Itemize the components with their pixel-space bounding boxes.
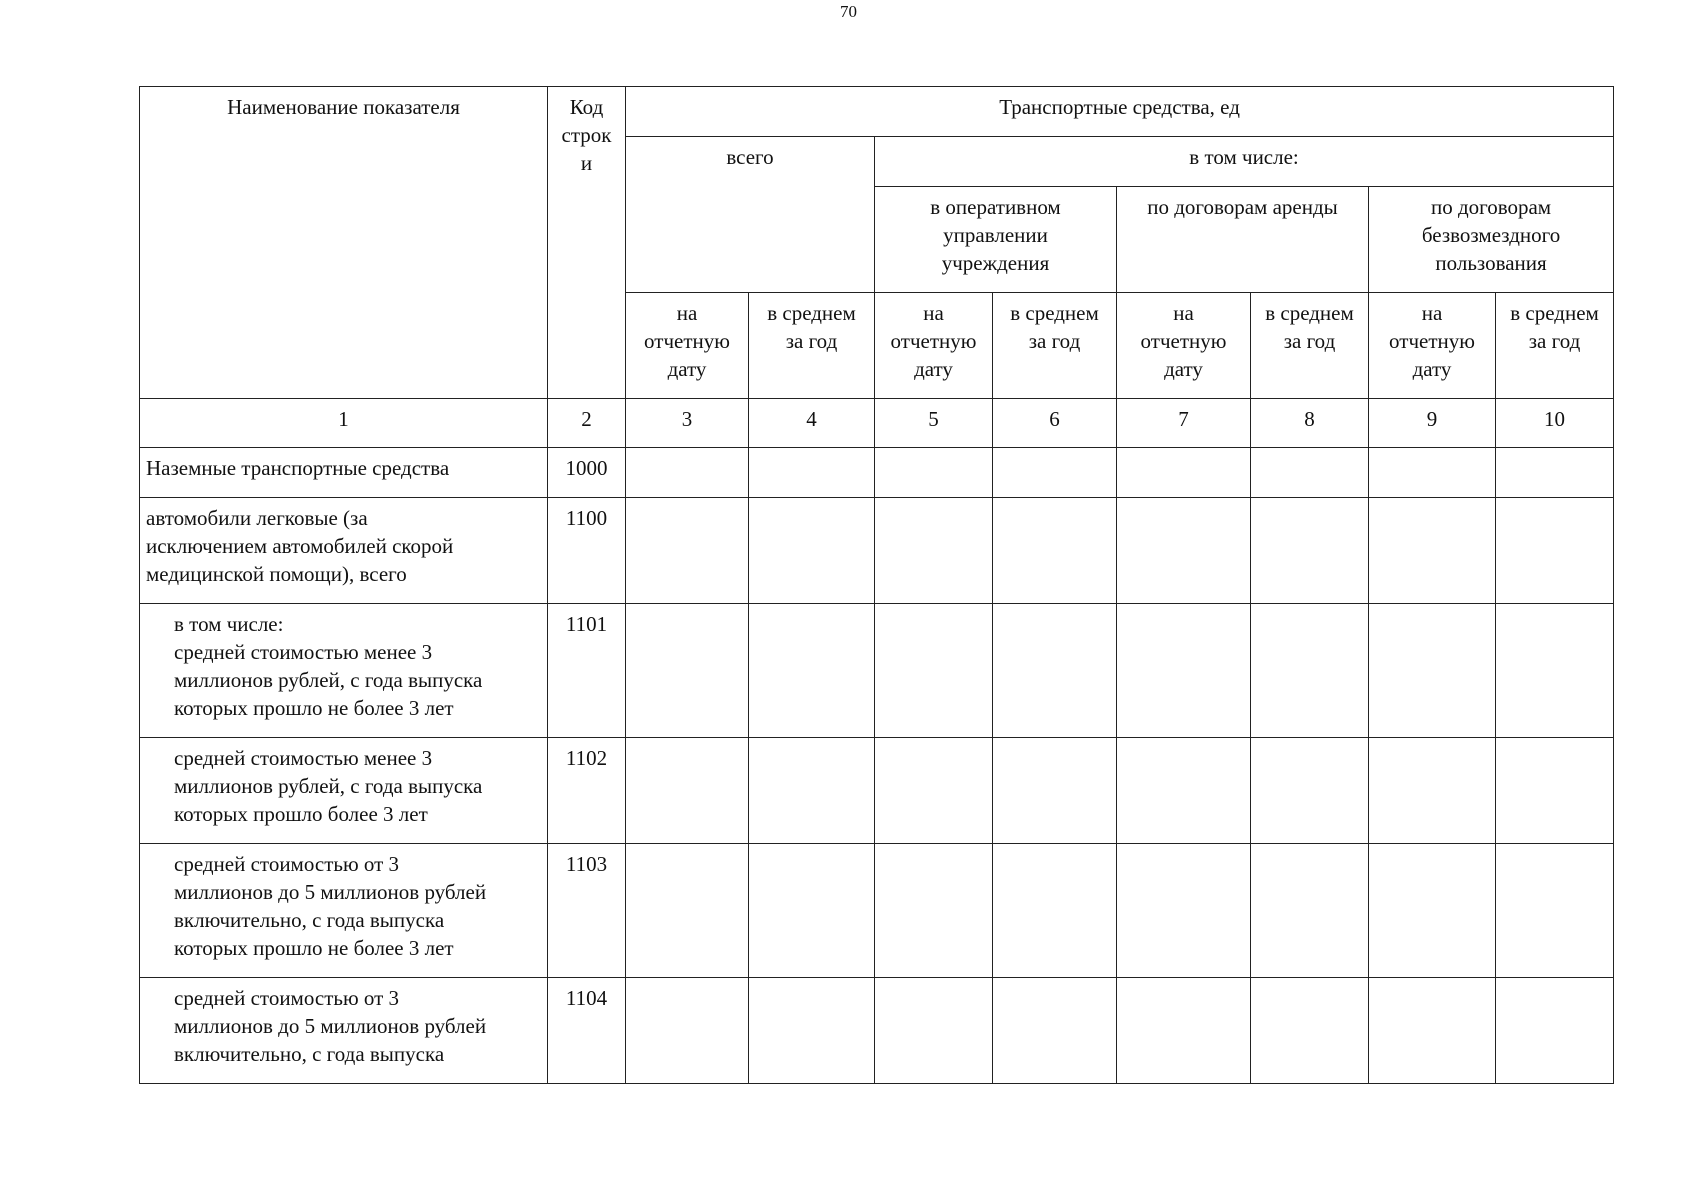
- value-cell[interactable]: [1117, 604, 1251, 738]
- value-cell[interactable]: [1369, 738, 1496, 844]
- row-label: средней стоимостью от 3 миллионов до 5 миллионов рублей включительно, с года выпуска: [140, 978, 548, 1084]
- value-cell[interactable]: [1251, 448, 1369, 498]
- value-cell[interactable]: [993, 978, 1117, 1084]
- header-row-1: [140, 87, 1614, 137]
- header-total: всего: [626, 137, 875, 293]
- column-number: 9: [1369, 399, 1496, 448]
- value-cell[interactable]: [1251, 498, 1369, 604]
- value-cell[interactable]: [993, 498, 1117, 604]
- value-cell[interactable]: [993, 448, 1117, 498]
- header-lease-at-date: на отчетную дату: [1117, 293, 1251, 399]
- value-cell[interactable]: [993, 844, 1117, 978]
- value-cell[interactable]: [1369, 448, 1496, 498]
- value-cell[interactable]: [1117, 844, 1251, 978]
- header-indicator-name: Наименование показателя: [140, 87, 548, 399]
- table-row: [140, 604, 1614, 738]
- column-numbers-row: [140, 399, 1614, 448]
- value-cell[interactable]: [1251, 978, 1369, 1084]
- value-cell[interactable]: [1496, 448, 1614, 498]
- value-cell[interactable]: [1496, 844, 1614, 978]
- row-code: 1101: [548, 604, 626, 738]
- header-operational-average: в среднем за год: [993, 293, 1117, 399]
- value-cell[interactable]: [1251, 738, 1369, 844]
- row-code: 1103: [548, 844, 626, 978]
- header-operational-management: в оперативном управлении учреждения: [875, 187, 1117, 293]
- value-cell[interactable]: [993, 738, 1117, 844]
- header-free-use-average: в среднем за год: [1496, 293, 1614, 399]
- value-cell[interactable]: [1369, 498, 1496, 604]
- value-cell[interactable]: [749, 448, 875, 498]
- column-number: 10: [1496, 399, 1614, 448]
- header-operational-at-date: на отчетную дату: [875, 293, 993, 399]
- value-cell[interactable]: [626, 448, 749, 498]
- column-number: 5: [875, 399, 993, 448]
- value-cell[interactable]: [626, 844, 749, 978]
- column-number: 3: [626, 399, 749, 448]
- column-number: 8: [1251, 399, 1369, 448]
- row-label: автомобили легковые (за исключением автомобилей скорой медицинской помощи), всего: [140, 498, 548, 604]
- column-number: 1: [140, 399, 548, 448]
- header-lease-agreements: по договорам аренды: [1117, 187, 1369, 293]
- table-row: [140, 498, 1614, 604]
- value-cell[interactable]: [626, 978, 749, 1084]
- value-cell[interactable]: [1496, 604, 1614, 738]
- value-cell[interactable]: [1369, 844, 1496, 978]
- table-row: [140, 738, 1614, 844]
- value-cell[interactable]: [1369, 604, 1496, 738]
- page-number: 70: [840, 2, 857, 21]
- value-cell[interactable]: [1117, 448, 1251, 498]
- row-label: Наземные транспортные средства: [140, 448, 548, 498]
- header-free-use-at-date: на отчетную дату: [1369, 293, 1496, 399]
- table-row: [140, 448, 1614, 498]
- table-row: [140, 978, 1614, 1084]
- row-code: 1102: [548, 738, 626, 844]
- value-cell[interactable]: [749, 844, 875, 978]
- row-label: средней стоимостью менее 3 миллионов рублей, с года выпуска которых прошло более 3 лет: [140, 738, 548, 844]
- value-cell[interactable]: [1117, 978, 1251, 1084]
- row-label: средней стоимостью от 3 миллионов до 5 миллионов рублей включительно, с года выпуска которых прошло не более 3 лет: [140, 844, 548, 978]
- header-lease-average: в среднем за год: [1251, 293, 1369, 399]
- value-cell[interactable]: [626, 738, 749, 844]
- header-vehicles: Транспортные средства, ед: [626, 87, 1614, 137]
- row-code: 1100: [548, 498, 626, 604]
- row-code: 1000: [548, 448, 626, 498]
- column-number: 4: [749, 399, 875, 448]
- value-cell[interactable]: [1117, 738, 1251, 844]
- table-row: [140, 844, 1614, 978]
- column-number: 2: [548, 399, 626, 448]
- value-cell[interactable]: [875, 844, 993, 978]
- row-label: в том числе: средней стоимостью менее 3 миллионов рублей, с года выпуска которых прошло не более 3 лет: [140, 604, 548, 738]
- value-cell[interactable]: [1251, 604, 1369, 738]
- row-code: 1104: [548, 978, 626, 1084]
- header-total-at-date: на отчетную дату: [626, 293, 749, 399]
- value-cell[interactable]: [626, 498, 749, 604]
- value-cell[interactable]: [875, 448, 993, 498]
- column-number: 6: [993, 399, 1117, 448]
- column-number: 7: [1117, 399, 1251, 448]
- value-cell[interactable]: [875, 978, 993, 1084]
- value-cell[interactable]: [875, 604, 993, 738]
- value-cell[interactable]: [993, 604, 1117, 738]
- header-free-use-agreements: по договорам безвозмездного пользования: [1369, 187, 1614, 293]
- value-cell[interactable]: [749, 738, 875, 844]
- value-cell[interactable]: [1496, 738, 1614, 844]
- value-cell[interactable]: [749, 498, 875, 604]
- value-cell[interactable]: [875, 738, 993, 844]
- value-cell[interactable]: [1496, 978, 1614, 1084]
- value-cell[interactable]: [1251, 844, 1369, 978]
- value-cell[interactable]: [1496, 498, 1614, 604]
- value-cell[interactable]: [749, 604, 875, 738]
- value-cell[interactable]: [1117, 498, 1251, 604]
- header-total-average: в среднем за год: [749, 293, 875, 399]
- value-cell[interactable]: [875, 498, 993, 604]
- vehicles-form-table: [139, 86, 1614, 1084]
- value-cell[interactable]: [626, 604, 749, 738]
- value-cell[interactable]: [1369, 978, 1496, 1084]
- header-including: в том числе:: [875, 137, 1614, 187]
- value-cell[interactable]: [749, 978, 875, 1084]
- header-row-code: Код строк и: [548, 87, 626, 399]
